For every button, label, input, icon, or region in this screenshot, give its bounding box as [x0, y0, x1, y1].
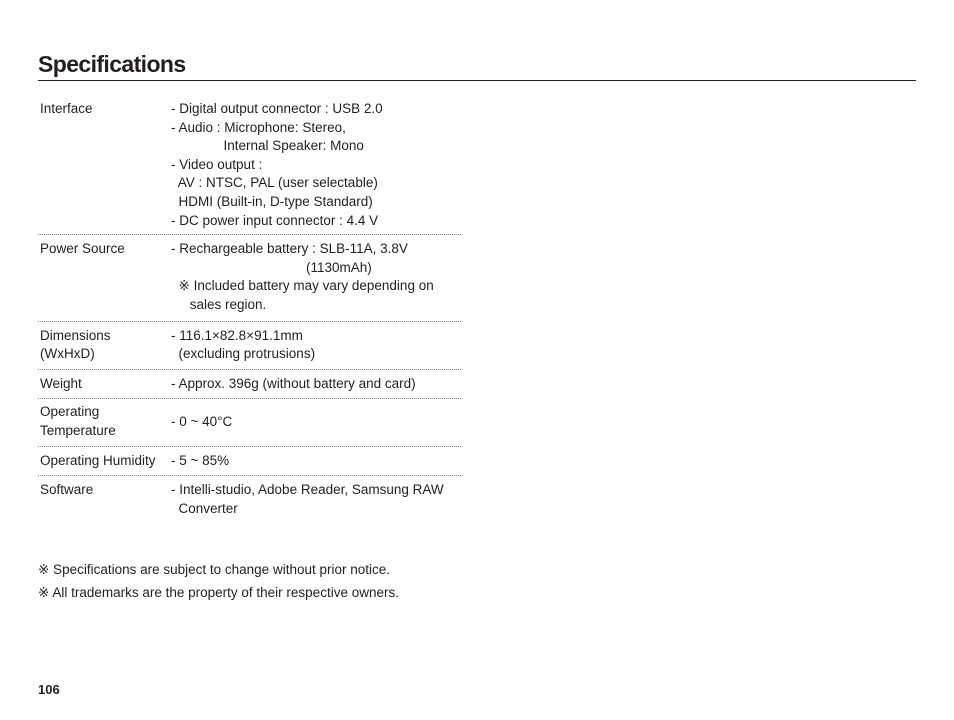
- spec-value-line: - Digital output connector : USB 2.0: [171, 101, 383, 116]
- spec-label: [40, 240, 171, 259]
- spec-value: [171, 481, 461, 518]
- spec-value-line: - 116.1×82.8×91.1mm: [171, 327, 303, 343]
- notes: [38, 558, 399, 604]
- spec-value-line: - 0 ~ 40°C: [171, 413, 233, 429]
- spec-label-line: Power Source: [40, 241, 125, 257]
- spec-value-line: (1130mAh): [171, 259, 372, 275]
- spec-value-line: - Intelli-studio, Adobe Reader, Samsung RAW: [171, 482, 444, 498]
- spec-row-power-source: [38, 235, 461, 321]
- spec-value-line: Internal Speaker: Mono: [171, 138, 364, 154]
- spec-label: [40, 481, 171, 500]
- spec-value-line: - 5 ~ 85%: [171, 452, 230, 468]
- spec-table: [38, 98, 461, 522]
- spec-value-line: AV : NTSC, PAL (user selectable): [171, 175, 378, 191]
- spec-label-line: Software: [40, 482, 94, 498]
- spec-label: [40, 375, 171, 394]
- spec-value-line: (excluding protrusions): [171, 346, 316, 362]
- spec-value-line: - Audio : Microphone: Stereo,: [171, 119, 346, 135]
- note-trademarks: ※ All trademarks are the property of their respective owners.: [38, 585, 399, 600]
- spec-value: [171, 327, 461, 364]
- spec-label-line: Operating Humidity: [40, 452, 156, 468]
- spec-value-line: ※ Included battery may vary depending on: [171, 278, 434, 294]
- spec-label-line: Operating: [40, 404, 100, 420]
- spec-value-line: - DC power input connector : 4.4 V: [171, 212, 379, 228]
- note-specifications-change: ※ Specifications are subject to change without prior notice.: [38, 562, 391, 577]
- spec-value-line: Converter: [171, 500, 238, 516]
- spec-row-dimensions: [38, 322, 461, 370]
- spec-row-operating-temperature: [38, 399, 461, 446]
- spec-value-line: sales region.: [171, 296, 267, 312]
- spec-label-line: (WxHxD): [40, 346, 95, 362]
- spec-label-line: Temperature: [40, 422, 116, 438]
- spec-value: [171, 100, 461, 230]
- spec-value-line: - Rechargeable battery : SLB-11A, 3.8V: [171, 241, 408, 257]
- spec-row-weight: [38, 370, 461, 400]
- spec-value-line: - Approx. 396g (without battery and card): [171, 375, 416, 391]
- spec-value-line: - Video output :: [171, 156, 263, 172]
- page-title: Specifications: [38, 51, 186, 77]
- spec-label-line: Dimensions: [40, 327, 111, 343]
- spec-label: [40, 100, 171, 119]
- spec-value-line: HDMI (Built-in, D-type Standard): [171, 193, 373, 209]
- spec-value: [171, 413, 461, 432]
- spec-value: [171, 240, 461, 314]
- spec-label: [40, 403, 171, 440]
- spec-label-line: Weight: [40, 375, 82, 391]
- spec-row-operating-humidity: [38, 447, 461, 477]
- spec-row-software: [38, 476, 461, 522]
- page-number: 106: [38, 682, 60, 697]
- spec-value: [171, 452, 461, 471]
- title-rule: [38, 80, 916, 81]
- spec-label: [40, 327, 171, 364]
- spec-value: [171, 375, 461, 394]
- spec-row-interface: [38, 98, 461, 235]
- spec-label: [40, 452, 171, 471]
- spec-label-line: Interface: [40, 101, 93, 116]
